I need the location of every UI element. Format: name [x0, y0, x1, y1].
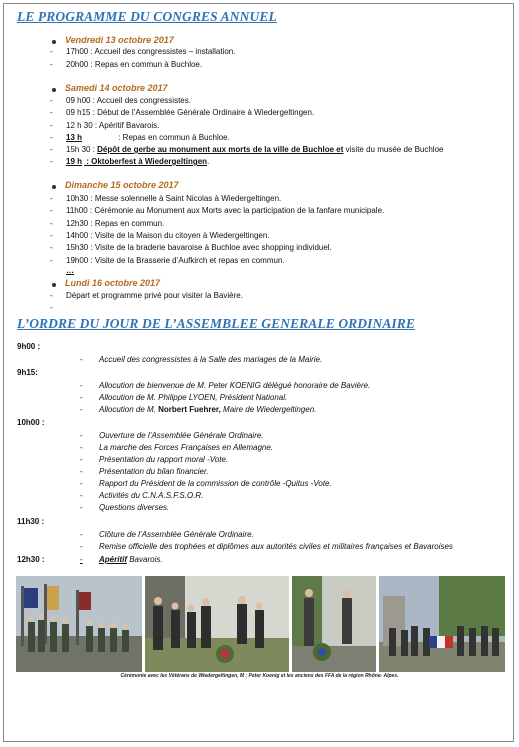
- dash-icon: -: [80, 455, 83, 464]
- photo-monument-group: [145, 576, 289, 672]
- dash-icon: -: [80, 542, 83, 551]
- item-text: Bavarois.: [127, 555, 163, 564]
- photo-wreath: [292, 576, 376, 672]
- bullet-icon: [52, 283, 56, 287]
- dash-icon: -: [50, 145, 53, 154]
- agenda-item: Ouverture de l’Assemblée Générale Ordinaire.: [99, 431, 264, 440]
- item-text: visite du musée de Buchloe: [343, 145, 444, 154]
- item-text: Allocution de M.: [99, 405, 159, 414]
- dash-icon: -: [80, 555, 83, 564]
- dash-icon: -: [50, 303, 53, 312]
- item-text: : Repas en commun à Buchloe.: [116, 133, 230, 142]
- list-item: Départ et programme privé pour visiter la Bavière.: [66, 291, 243, 300]
- item-emphasis: : Oktoberfest à Wiedergeltingen: [84, 157, 208, 166]
- dash-icon: -: [80, 530, 83, 539]
- bullet-icon: [52, 88, 56, 92]
- agenda-title: L’ORDRE DU JOUR DE L’ASSEMBLEE GENERALE ORDINAIRE: [17, 316, 415, 331]
- dash-icon: -: [80, 393, 83, 402]
- day-monday: Lundi 16 octobre 2017: [65, 278, 161, 288]
- dash-icon: -: [50, 291, 53, 300]
- mayor-name: Norbert Fuehrer,: [158, 405, 221, 414]
- item-text: Maire de Wiedergeltingen.: [220, 405, 317, 414]
- list-item: 09 h15 : Début de l’Assemblée Générale Ordinaire à Wiedergeltingen.: [66, 108, 315, 117]
- day-saturday: Samedi 14 octobre 2017: [65, 83, 168, 93]
- agenda-item: Accueil des congressistes à la Salle des mariages de la Mairie.: [99, 355, 323, 364]
- dash-icon: -: [50, 231, 53, 240]
- list-item: 12 h 30 : Apéritif Bavarois.: [66, 121, 160, 130]
- dash-icon: -: [50, 243, 53, 252]
- list-item: [66, 133, 230, 142]
- agenda-item: Clôture de l’Assemblée Générale Ordinaire.: [99, 530, 254, 539]
- agenda-time: 10h00 :: [17, 418, 45, 427]
- list-item: 14h00 : Visite de la Maison du citoyen à Wiedergeltingen.: [66, 231, 270, 240]
- agenda-item: Allocution de bienvenue de M. Peter KOENIG délégué honoraire de Bavière.: [99, 381, 371, 390]
- dash-icon: -: [50, 256, 53, 265]
- list-item: [66, 157, 209, 166]
- dash-icon: -: [50, 108, 53, 117]
- list-item: [66, 145, 443, 154]
- dash-icon: -: [50, 121, 53, 130]
- dash-icon: -: [80, 381, 83, 390]
- dash-icon: -: [80, 491, 83, 500]
- photo-caption: Cérémonie avec les Vétérans de Wiedergeltingen, M ; Peter Koenig et les anciens des FFA de la région Rhône- Alpes.: [120, 673, 399, 679]
- dash-icon: -: [50, 47, 53, 56]
- photo-ceremony-flags: [16, 576, 142, 672]
- agenda-item: Présentation du bilan financier.: [99, 467, 209, 476]
- day-friday: Vendredi 13 octobre 2017: [65, 35, 174, 45]
- agenda-item: [99, 405, 316, 414]
- time-label: 13 h: [66, 133, 83, 142]
- time-label: 15h 30 :: [66, 145, 98, 154]
- dash-icon: -: [80, 503, 83, 512]
- item-emphasis: Dépôt de gerbe au monument aux morts de la ville de Buchloe et: [97, 145, 344, 154]
- dash-icon: -: [50, 96, 53, 105]
- list-item: 15h30 : Visite de la braderie bavaroise à Buchloe avec shopping individuel.: [66, 243, 332, 252]
- day-sunday: Dimanche 15 octobre 2017: [65, 180, 179, 190]
- ellipsis-text: …: [66, 266, 74, 275]
- dash-icon: -: [50, 133, 53, 142]
- agenda-item: Allocution de M. Philippe LYOEN, Président National.: [99, 393, 288, 402]
- agenda-item: Présentation du rapport moral -Vote.: [99, 455, 229, 464]
- dash-icon: -: [50, 157, 53, 166]
- agenda-item: Rapport du Président de la commission de contrôle -Quitus -Vote.: [99, 479, 332, 488]
- agenda-item: La marche des Forces Françaises en Allemagne.: [99, 443, 274, 452]
- dash-icon: -: [50, 194, 53, 203]
- bullet-icon: [52, 185, 56, 189]
- dash-icon: -: [50, 60, 53, 69]
- agenda-time: 12h30 :: [17, 555, 45, 564]
- photo-group-flag: [379, 576, 505, 672]
- list-item: 17h00 : Accueil des congressistes – installation.: [66, 47, 236, 56]
- dash-icon: -: [80, 467, 83, 476]
- dash-icon: -: [50, 206, 53, 215]
- agenda-time: 11h30 :: [17, 517, 45, 526]
- list-item: 09 h00 : Accueil des congressistes.: [66, 96, 191, 105]
- dash-icon: -: [80, 479, 83, 488]
- item-text: .: [207, 157, 210, 166]
- agenda-item: Activités du C.N.A.S.F.S.O.R.: [99, 491, 204, 500]
- list-item: 11h00 : Cérémonie au Monument aux Morts avec la participation de la fanfare municipale.: [66, 206, 385, 215]
- bullet-icon: [52, 40, 56, 44]
- dash-icon: -: [80, 443, 83, 452]
- agenda-item: Remise officielle des trophées et diplômes aux autorités civiles et militaires françaises et Bavaroises: [99, 542, 453, 551]
- list-item: 19h00 : Visite de la Brasserie d’Aufkirch et repas en commun.: [66, 256, 285, 265]
- dash-icon: -: [80, 431, 83, 440]
- aperitif-label: Apéritif: [99, 555, 127, 564]
- agenda-item: Questions diverses.: [99, 503, 170, 512]
- agenda-time: 9h15:: [17, 368, 38, 377]
- time-label: 19 h: [66, 157, 83, 166]
- programme-title: LE PROGRAMME DU CONGRES ANNUEL: [17, 9, 277, 24]
- list-item: 20h00 : Repas en commun à Buchloe.: [66, 60, 203, 69]
- list-item: 10h30 : Messe solennelle à Saint Nicolas à Wiedergeltingen.: [66, 194, 282, 203]
- agenda-item: [99, 555, 163, 564]
- dash-icon: -: [80, 405, 83, 414]
- dash-icon: -: [80, 355, 83, 364]
- dash-icon: -: [50, 219, 53, 228]
- agenda-time: 9h00 :: [17, 342, 41, 351]
- list-item: 12h30 : Repas en commun.: [66, 219, 165, 228]
